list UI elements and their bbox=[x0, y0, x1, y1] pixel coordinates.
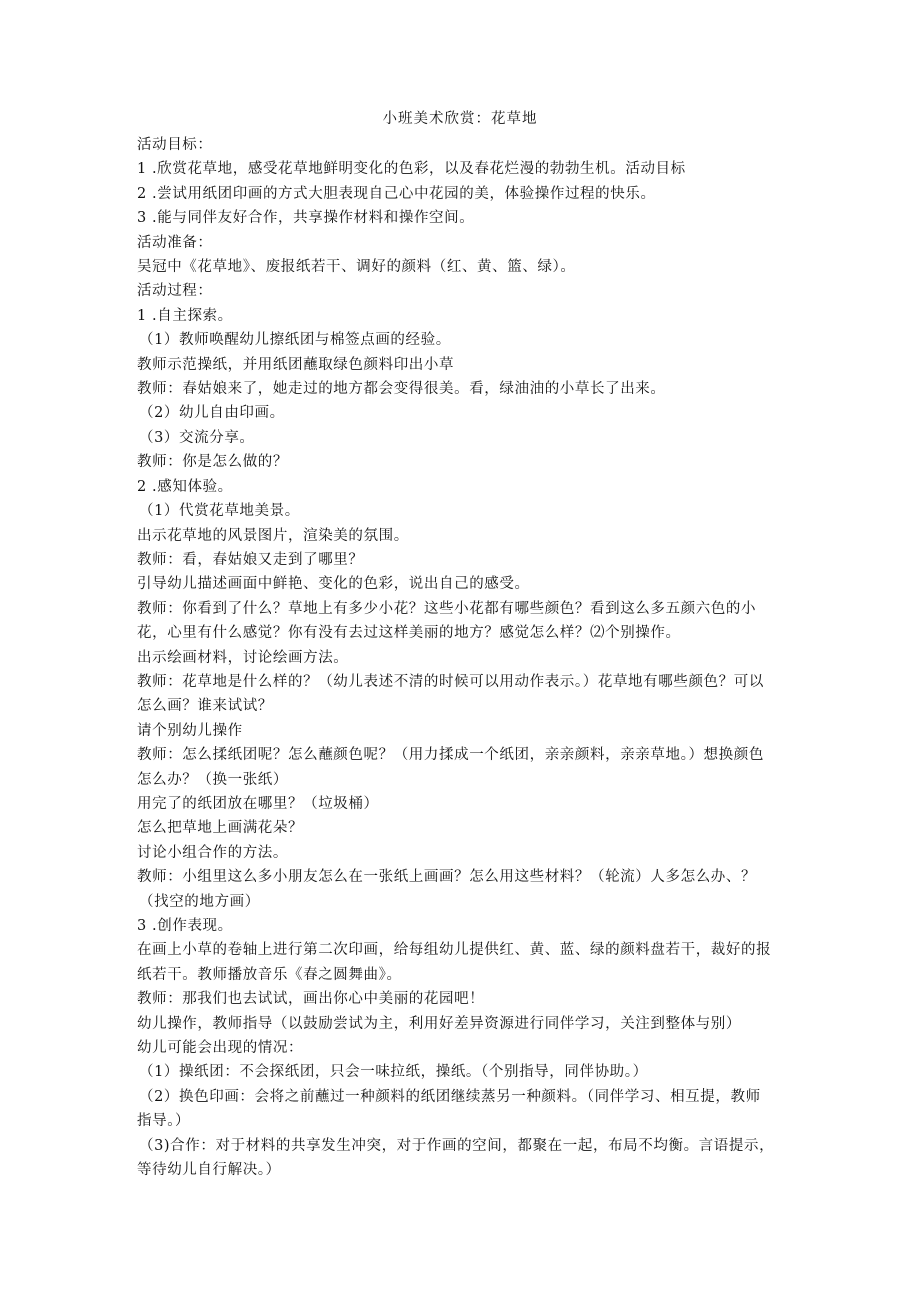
text-line: 教师：你是怎么做的？ bbox=[137, 454, 288, 471]
document-body bbox=[137, 133, 789, 1182]
text-line: 用完了的纸团放在哪里？（垃圾桶） bbox=[137, 795, 379, 812]
text-line: 活动目标： bbox=[137, 137, 213, 153]
text-line: 活动过程： bbox=[137, 283, 213, 300]
text-line: 出示绘画材料，讨论绘画方法。 bbox=[137, 649, 349, 666]
text-line: 2 .尝试用纸团印画的方式大胆表现自己心中花园的美，体验操作过程的快乐。 bbox=[137, 185, 656, 202]
text-line: （1）操纸团：不会探纸团，只会一味拉纸，操纸。（个别指导，同伴协助。） bbox=[139, 1064, 648, 1081]
text-line: 教师：那我们也去试试，画出你心中美丽的花园吧！ bbox=[137, 991, 485, 1008]
text-line: 怎么画？谁来试试？ bbox=[137, 698, 273, 715]
text-line: 怎么把草地上画满花朵？ bbox=[137, 820, 304, 837]
text-line: 1 .自主探索。 bbox=[137, 307, 233, 324]
text-line: 教师：看，春姑娘又走到了哪里？ bbox=[137, 551, 364, 568]
text-line: （3）交流分享。 bbox=[139, 429, 255, 446]
text-line: 花，心里有什么感觉？你有没有去过这样美丽的地方？感觉怎么样？⑵个别操作。 bbox=[137, 625, 681, 642]
text-line: （1）教师唤醒幼儿擦纸团与棉签点画的经验。 bbox=[139, 332, 451, 349]
text-line: 讨论小组合作的方法。 bbox=[137, 844, 288, 861]
text-line: 吴冠中《花草地》、废报纸若干、调好的颜料（红、黄、篮、绿）。 bbox=[137, 259, 576, 276]
text-line: 怎么办？（换一张纸） bbox=[137, 771, 288, 788]
text-line: 教师：花草地是什么样的？（幼儿表述不清的时候可以用动作表示。）花草地有哪些颜色？可以 bbox=[137, 673, 764, 690]
text-line: （2）幼儿自由印画。 bbox=[139, 405, 285, 422]
text-line: 引导幼儿描述画面中鲜艳、变化的色彩，说出自己的感受。 bbox=[137, 576, 530, 593]
text-line: 等待幼儿自行解决。） bbox=[137, 1162, 281, 1179]
text-line: 幼儿可能会出现的情况： bbox=[137, 1040, 304, 1057]
text-line: 1 .欣赏花草地，感受花草地鲜明变化的色彩，以及春花烂漫的勃勃生机。活动目标 bbox=[137, 161, 686, 178]
text-line: （3)合作：对于材料的共享发生冲突，对于作画的空间，都聚在一起，布局不均衡。言语提示， bbox=[139, 1137, 775, 1154]
document-title: 小班美术欣赏：花草地 bbox=[382, 111, 538, 127]
text-line: 3 .创作表现。 bbox=[137, 918, 233, 934]
text-line: 纸若干。教师播放音乐《春之圆舞曲》。 bbox=[137, 966, 402, 983]
text-line: 教师：怎么揉纸团呢？怎么蘸颜色呢？（用力揉成一个纸团，亲亲颜料，亲亲草地。）想换颜色 bbox=[137, 747, 764, 764]
text-line: 幼儿操作，教师指导（以鼓励尝试为主，利用好差异资源进行同伴学习，关注到整体与别） bbox=[137, 1015, 741, 1032]
text-line: 活动准备： bbox=[137, 234, 213, 251]
text-line: （2）换色印画：会将之前蘸过一种颜料的纸团继续蒸另一种颜料。（同伴学习、相互提，教师 bbox=[139, 1088, 761, 1105]
text-line: 2 .感知体验。 bbox=[137, 478, 233, 495]
text-line: 在画上小草的卷轴上进行第二次印画，给每组幼儿提供红、黄、蓝、绿的颜料盘若干，裁好的报 bbox=[137, 942, 772, 959]
text-line: 教师示范操纸，并用纸团蘸取绿色颜料印出小草 bbox=[137, 356, 455, 373]
text-line: 出示花草地的风景图片，渲染美的氛围。 bbox=[137, 527, 409, 544]
text-line: 教师：春姑娘来了，她走过的地方都会变得很美。看，绿油油的小草长了出来。 bbox=[137, 381, 666, 398]
text-line: 指导。） bbox=[137, 1113, 191, 1130]
text-line: 教师：小组里这么多小朋友怎么在一张纸上画画？怎么用这些材料？（轮流）人多怎么办、？ bbox=[137, 869, 757, 886]
text-line: （1）代赏花草地美景。 bbox=[139, 503, 300, 520]
text-line: 教师：你看到了什么？草地上有多少小花？这些小花都有哪些颜色？看到这么多五颜六色的小 bbox=[137, 600, 757, 617]
text-line: 3 .能与同伴友好合作，共享操作材料和操作空间。 bbox=[137, 210, 475, 227]
text-line: （找空的地方画） bbox=[139, 893, 260, 910]
text-line: 请个别幼儿操作 bbox=[137, 722, 243, 739]
